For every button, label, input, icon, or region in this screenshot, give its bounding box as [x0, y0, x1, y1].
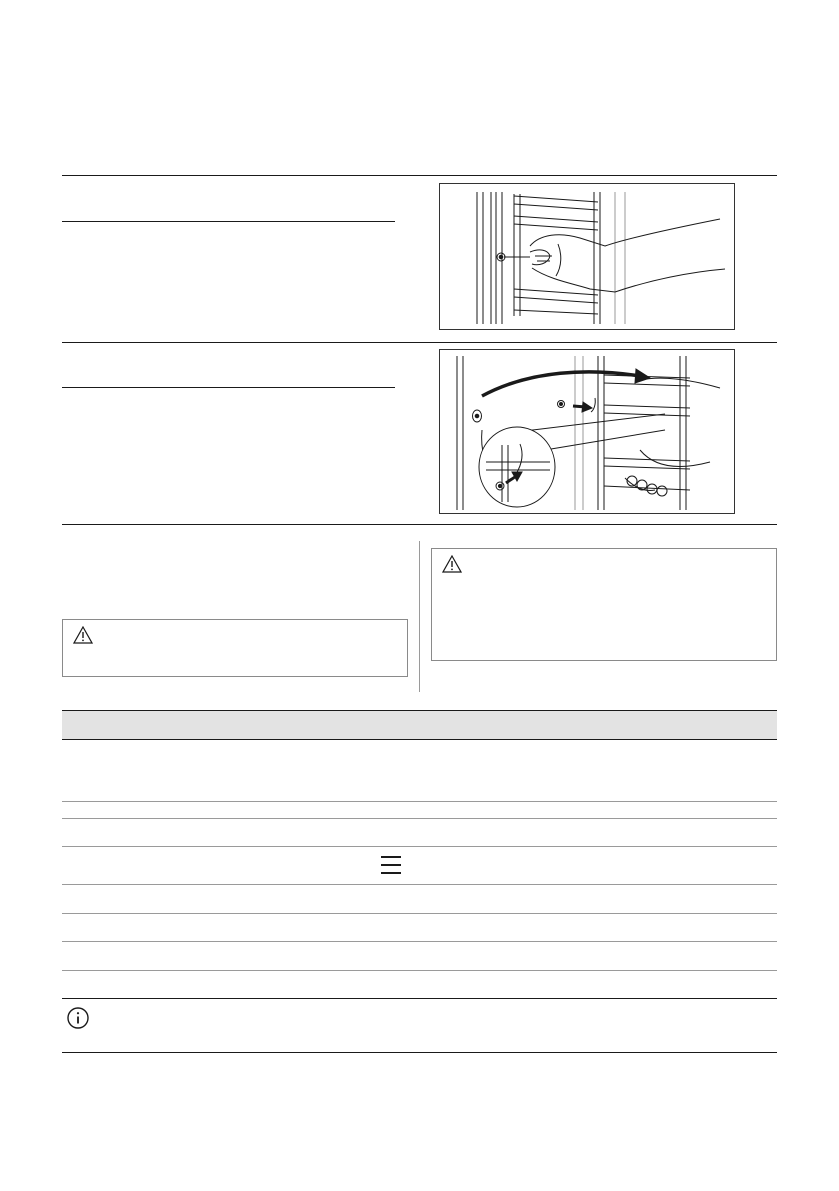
shelf-support-removal-illustration [439, 183, 735, 330]
table-row-divider [62, 941, 777, 942]
info-note-bottom-border [62, 1052, 777, 1053]
warning-icon [73, 626, 93, 644]
warning-box-left [62, 619, 408, 677]
menu-icon [380, 855, 402, 875]
table-row-divider [62, 884, 777, 885]
section-divider [62, 342, 777, 343]
warning-icon [442, 555, 462, 573]
section-divider [62, 524, 777, 525]
table-row-divider [62, 970, 777, 971]
table-row-divider [62, 801, 777, 802]
table-header [62, 710, 777, 740]
table-row-divider [62, 846, 777, 847]
info-note-top-border [62, 998, 777, 999]
table-row [62, 741, 777, 801]
shelf-support-installation-illustration [439, 349, 735, 514]
warning-box-right [431, 548, 777, 661]
step-2-underline [62, 387, 395, 388]
column-divider [419, 541, 420, 692]
info-icon [66, 1006, 90, 1030]
table-row-divider [62, 818, 777, 819]
table-row-divider [62, 913, 777, 914]
section-divider [62, 175, 777, 176]
step-1-underline [62, 221, 395, 222]
